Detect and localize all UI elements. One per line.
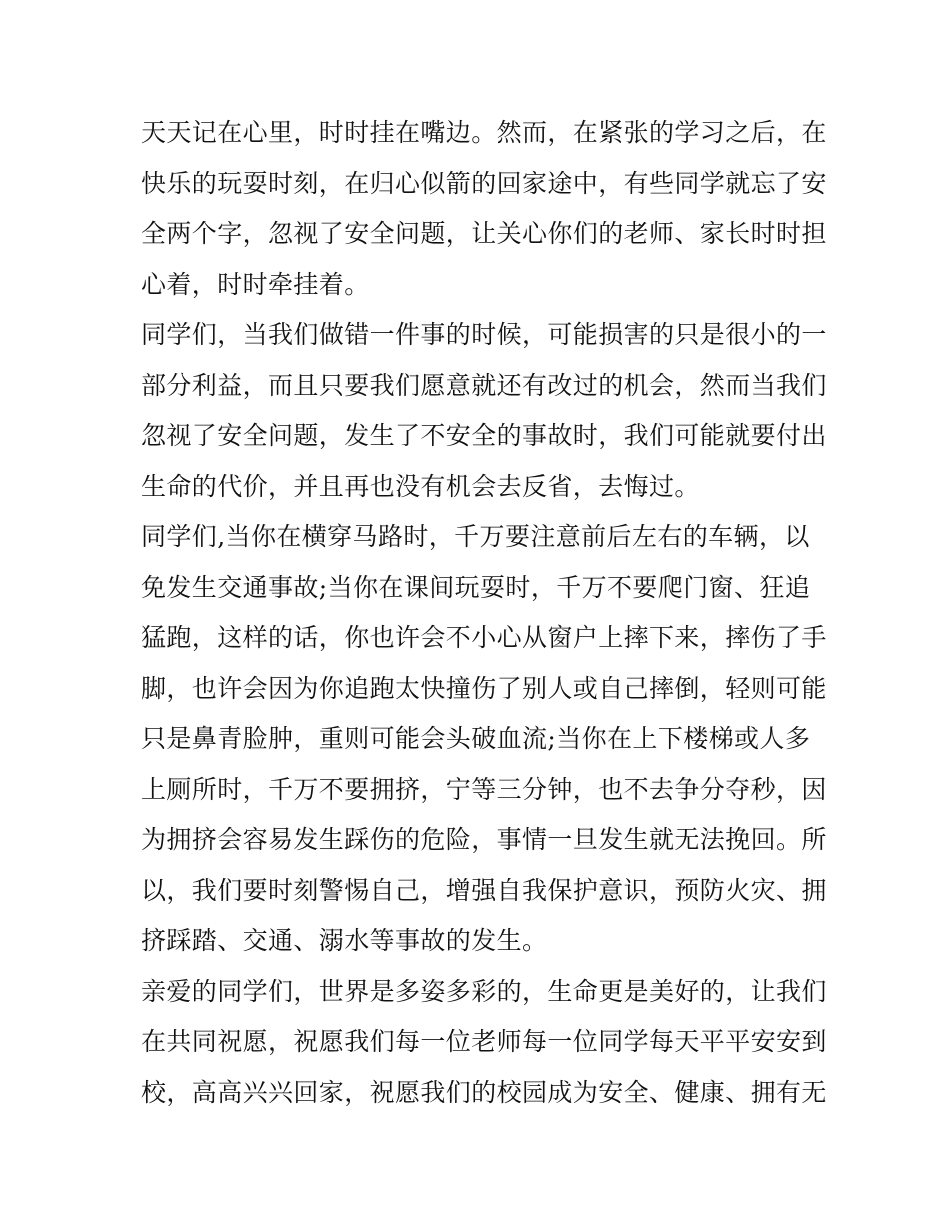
text-line: 挤踩踏、交通、溺水等事故的发生。: [141, 926, 548, 955]
text-line: 以，我们要时刻警惕自己，增强自我保护意识，预防火灾、拥: [141, 875, 827, 905]
text-line: 同学们，当我们做错一件事的时候，可能损害的只是很小的一: [141, 320, 827, 349]
text-line: 亲爱的同学们，世界是多姿多彩的，生命更是美好的，让我们: [141, 976, 827, 1006]
text-line: 只是鼻青脸肿，重则可能会头破血流;当你在上下楼梯或人多: [141, 724, 811, 753]
text-line: 为拥挤会容易发生踩伤的危险，事情一旦发生就无法挽回。所: [141, 825, 827, 854]
text-line: 部分利益，而且只要我们愿意就还有改过的机会，然而当我们: [141, 370, 827, 400]
text-line: 猛跑，这样的话，你也许会不小心从窗户上摔下来，摔伤了手: [141, 623, 827, 652]
text-line: 忽视了安全问题，发生了不安全的事故时，我们可能就要付出: [141, 421, 827, 450]
text-line: 在共同祝愿，祝愿我们每一位老师每一位同学每天平平安安到: [141, 1027, 827, 1056]
text-line: 脚，也许会因为你追跑太快撞伤了别人或自己摔倒，轻则可能: [141, 673, 827, 703]
body-text: [141, 108, 827, 1118]
text-line: 生命的代价，并且再也没有机会去反省，去悔过。: [141, 471, 700, 501]
text-line: 心着，时时牵挂着。: [141, 269, 370, 299]
text-line: 天天记在心里，时时挂在嘴边。然而，在紧张的学习之后，在: [141, 118, 827, 147]
text-line: 同学们,当你在横穿马路时，千万要注意前后左右的车辆，以: [141, 522, 810, 551]
text-line: 快乐的玩耍时刻，在归心似箭的回家途中，有些同学就忘了安: [141, 168, 827, 198]
text-line: 全两个字，忽视了安全问题，让关心你们的老师、家长时时担: [141, 219, 827, 248]
text-line: 校，高高兴兴回家，祝愿我们的校园成为安全、健康、拥有无: [141, 1077, 827, 1107]
text-line: 免发生交通事故;当你在课间玩耍时，千万不要爬门窗、狂追: [141, 572, 811, 602]
text-line: 上厕所时，千万不要拥挤，宁等三分钟，也不去争分夺秒，因: [141, 774, 827, 804]
